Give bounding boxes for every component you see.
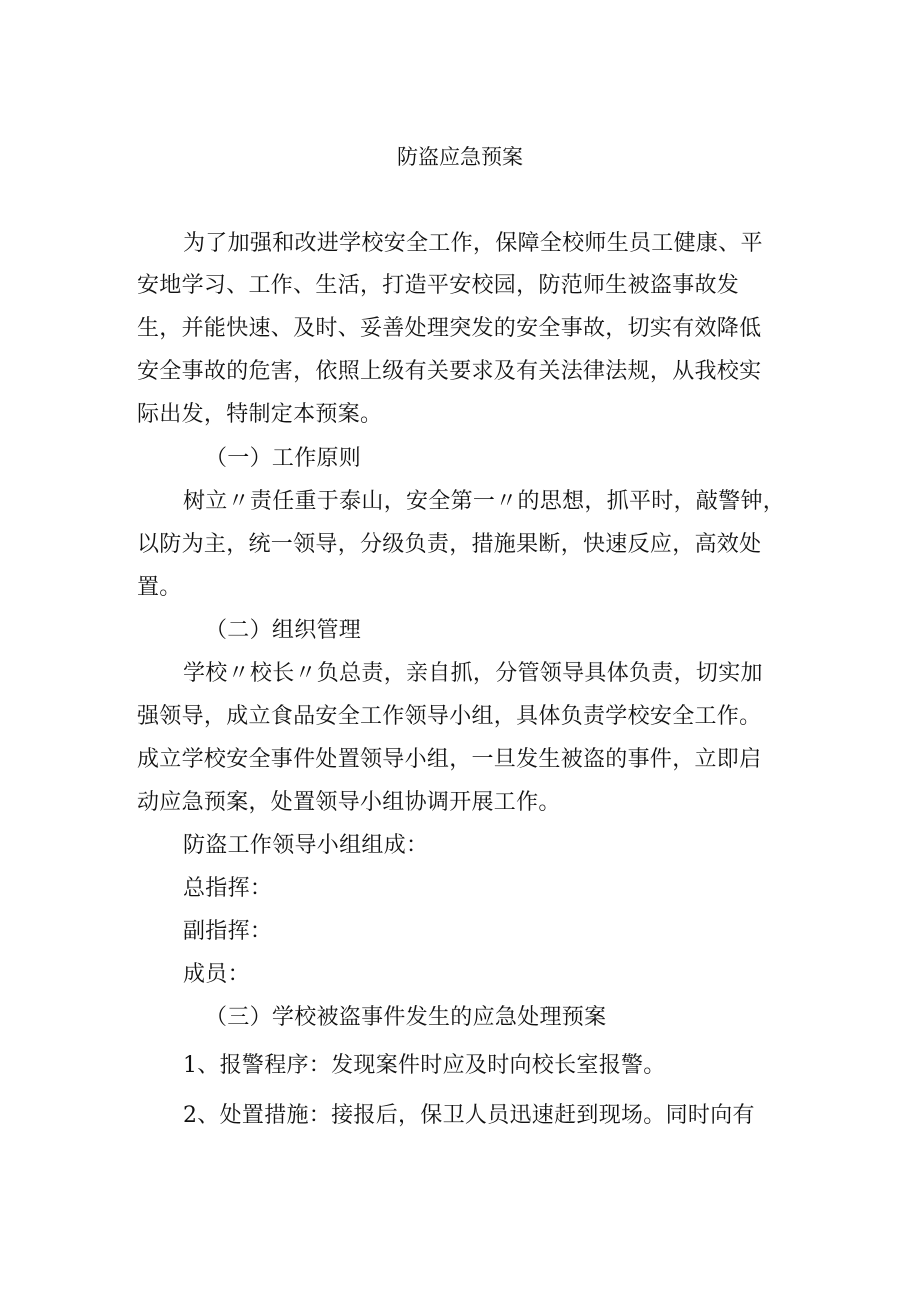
section-heading-1: （一）工作原则 [205,446,362,471]
team-heading: 防盗工作领导小组组成： [183,833,429,858]
intro-line-1: 为了加强和改进学校安全工作，保障全校师生员工健康、平 [183,231,763,256]
principle-line-3: 置。 [137,575,182,600]
commander-label: 总指挥： [183,876,273,901]
deputy-commander-label: 副指挥： [183,919,273,944]
section-heading-3: （三）学校被盗事件发生的应急处理预案 [205,1005,607,1030]
intro-line-2: 安地学习、工作、生活，打造平安校园，防范师生被盗事故发 [137,273,740,298]
document-title: 防盗应急预案 [397,145,523,169]
management-line-3: 成立学校安全事件处置领导小组，一旦发生被盗的事件，立即启 [137,747,762,772]
section-heading-2: （二）组织管理 [205,618,362,643]
principle-line-1: 树立〃责任重于泰山，安全第一〃的思想，抓平时，敲警钟， [183,489,786,514]
alarm-procedure-line: 1、报警程序：发现案件时应及时向校长室报警。 [183,1053,666,1078]
intro-line-3: 生，并能快速、及时、妥善处理突发的安全事故，切实有效降低 [137,316,762,341]
management-line-1: 学校〃校长〃负总责，亲自抓，分管领导具体负责，切实加 [183,661,763,686]
intro-line-5: 际出发，特制定本预案。 [137,402,383,427]
intro-line-4: 安全事故的危害，依照上级有关要求及有关法律法规，从我校实 [137,359,762,384]
principle-line-2: 以防为主，统一领导，分级负责，措施果断，快速反应，高效处 [137,532,762,557]
members-label: 成员： [183,962,250,987]
management-line-2: 强领导，成立食品安全工作领导小组，具体负责学校安全工作。 [137,704,762,729]
management-line-4: 动应急预案，处置领导小组协调开展工作。 [137,790,561,815]
measures-line: 2、处置措施：接报后，保卫人员迅速赶到现场。同时向有 [183,1103,755,1128]
